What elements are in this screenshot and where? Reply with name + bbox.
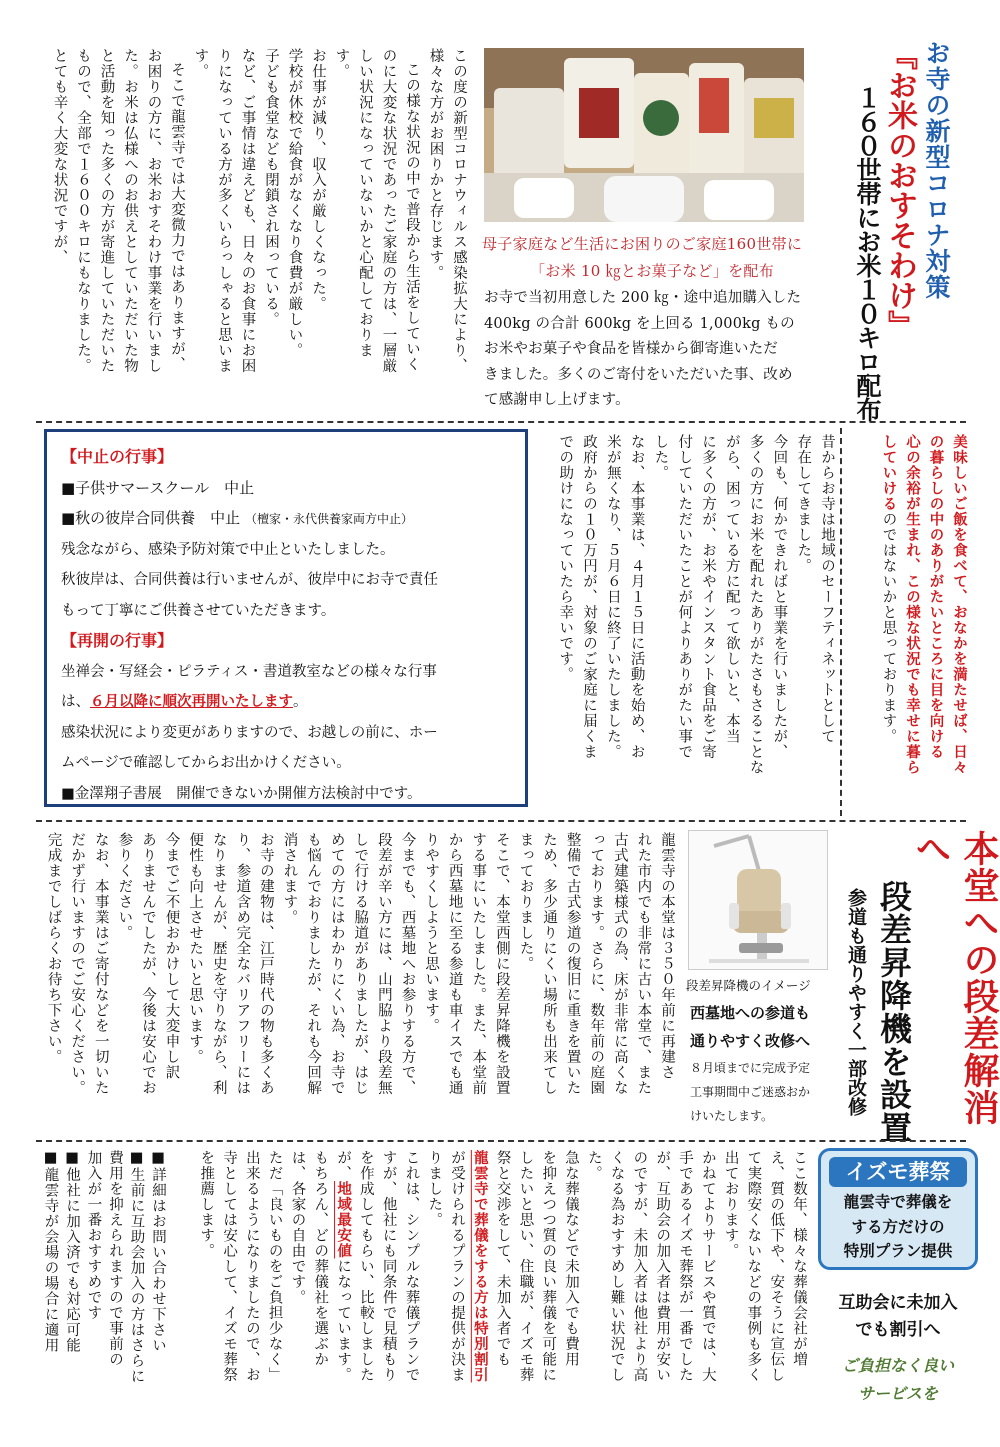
corona-title-line1: お寺の新型コロナ対策	[922, 40, 951, 300]
corona-caption-2: 「お米 10 ㎏とお菓子など」を配布	[530, 262, 775, 280]
izumo-body	[188, 1150, 810, 1428]
stairlift-chair-illustration	[689, 831, 827, 969]
izumo-note: ■龍雲寺が会場の場合に適用	[42, 1150, 59, 1353]
izumo-line	[331, 1150, 354, 1428]
intro-line: た。お米は仏様へのお供えとしていただいた物	[122, 48, 138, 374]
stairlift-line: りやすくしようと思います。	[423, 832, 440, 1034]
intro-line: お困りの方に、お米おすそわけ事業を行いまし	[145, 48, 162, 374]
izumo-line: た。	[585, 1150, 602, 1181]
stairlift-line: れた市内でも非常に古い本堂で、また	[635, 832, 652, 1096]
izumo-line: くなる為おすすめし難い状況でし	[608, 1150, 625, 1383]
stairlift-line: 段差が辛い方には、山門脇より段差無	[375, 832, 392, 1096]
quote-red-line: 美味しいご飯を食べて、おなかを満たせば、日々	[951, 434, 967, 775]
izumo-line: を推薦します。	[198, 1150, 215, 1259]
intro-line: そこで龍雲寺では大変微力ではありますが、	[169, 62, 185, 372]
izumo-badge-title: イズモ葬祭	[829, 1157, 967, 1187]
izumo-line: は、各家の自由です。	[289, 1150, 306, 1305]
middle-line: 付していただいたことが何よりありがたい事で	[676, 434, 693, 760]
izumo-line: 手であるイズモ葬祭が一番でした	[677, 1150, 694, 1383]
stairlift-line: 古式建築様式の為、床が非常に高くな	[611, 832, 628, 1096]
intro-line: とても辛く大変な状況ですが、	[51, 48, 68, 265]
middle-line: 存在してきました。	[795, 434, 812, 574]
corona-middle-paragraph	[548, 434, 838, 814]
intro-line: りになっている方が多くいらっしゃると思いま	[216, 48, 232, 374]
izumo-line: のですが、未加入者は他社より高	[631, 1150, 648, 1383]
izumo-badge-line3: 特別プラン提供	[843, 1242, 953, 1260]
intro-line: す。	[333, 48, 350, 79]
corona-title-line2: 『お米のおすそわけ』	[882, 40, 917, 340]
stairlift-line: 参りください。	[116, 832, 133, 941]
stairlift-body	[38, 832, 678, 1137]
stairlift-line: 今までも、西墓地へお参りする方で、	[399, 832, 416, 1096]
izumo-line: これは、シンプルな葬儀プランで	[403, 1150, 420, 1383]
quote-line	[876, 434, 900, 814]
izumo-slogan-line2: サービスを	[857, 1384, 938, 1403]
izumo-sub-line1: 互助会に未加入	[838, 1293, 958, 1313]
izumo-line: が受けられるプランの提供が決ま	[449, 1150, 466, 1383]
cancelled-item-summer-school: ■子供サマースクール 中止	[61, 478, 255, 497]
izumo-badge-line2: する方だけの	[851, 1218, 945, 1236]
intro-line: もので、全部で１６００キロにもなりました。	[75, 48, 91, 374]
izumo-slogan-line1: ご負担なく良い	[841, 1356, 954, 1375]
izumo-note: 加入が一番おすすめです	[85, 1150, 102, 1321]
intro-line: のに大変な状況であったご家庭の方は、一層厳	[380, 48, 397, 374]
intro-line: す。	[192, 48, 209, 79]
corona-body	[484, 286, 844, 414]
stairlift-line: ありませんでしたが、今後は安心でお	[139, 832, 156, 1096]
stairlift-line: まっておりました。	[517, 832, 534, 972]
stairlift-line: っております。さらに、数年前の庭園	[588, 832, 605, 1096]
stairlift-title	[906, 830, 1000, 1150]
corona-intro-paragraph	[40, 48, 470, 418]
stairlift-note	[690, 1056, 810, 1128]
stairlift-line: り、参道含め完全なバリアフリーには	[234, 832, 251, 1096]
stairlift-line: ため、多少通りにくい場所も出来てし	[541, 832, 558, 1096]
middle-line: に多くの方が、お米やインスタント食品をご寄	[700, 434, 717, 760]
izumo-line: を抑えつつ質の良い葬儀を可能に	[540, 1150, 557, 1383]
intro-line: 子ども食堂なども閉鎖され困っている。	[263, 48, 279, 327]
middle-line: 多くの方にお米を配れたありがたさもさることな	[747, 434, 764, 775]
intro-line: この様な状況の中で普段から生活をしていく	[404, 62, 420, 372]
resumed-heading: 【再開の行事】	[61, 631, 174, 650]
cancelled-item-higan	[61, 503, 511, 535]
quote-tail: のではないかと思っております。	[880, 511, 897, 744]
izumo-line: え、質の低下や、安そうに宣伝し	[768, 1150, 785, 1383]
izumo-line: 出来るようになりましたので、お	[243, 1150, 260, 1383]
corona-caption-1: 母子家庭など生活にお困りのご家庭160世帯に	[482, 235, 803, 253]
stairlift-line: 便性も向上させたいと思います。	[187, 832, 204, 1065]
resumed-text-4: ムページで確認してからお出かけください。	[61, 755, 351, 771]
resumed-text-2-pre: は、	[61, 694, 90, 710]
middle-line: 政府からの１０万円が、対象のご家庭に届くま	[581, 434, 598, 760]
izumo-line: 祭と交渉をして、未加入者でも	[494, 1150, 511, 1367]
middle-line: 昔からお寺は地域のセーフティネットとして	[819, 434, 835, 744]
izumo-line: りました。	[426, 1150, 443, 1228]
stairlift-line: なお、本事業はご寄付などを一切いた	[92, 832, 109, 1096]
cancelled-text-2: 秋彼岸は、合同供養は行いませんが、彼岸中にお寺で責任	[61, 572, 438, 588]
cancelled-item-higan-label: ■秋の彼岸合同供養 中止	[61, 509, 241, 527]
stairlift-title-line3: 参道も通りやすく一部改修	[845, 888, 867, 1116]
corona-body-line: 400kg の合計 600kg を上回る 1,000kg もの	[484, 315, 795, 332]
stairlift-line: しで行ける脇道がありましたが、はじ	[352, 832, 369, 1096]
stairlift-line: 龍雲寺の本堂は３５０年前に再建さ	[659, 832, 675, 1080]
divider-top	[36, 421, 966, 423]
stairlift-line: 完成までしばらくお待ち下さい。	[45, 832, 62, 1065]
intro-line: 様々な方がお困りかと存じます。	[427, 48, 444, 281]
izumo-line: 寺としては安心して、イズモ葬祭	[221, 1150, 238, 1383]
stairlift-line: する事にいたしました。また、本堂前	[470, 832, 487, 1096]
stairlift-note-line3: けいたします。	[690, 1109, 774, 1123]
izumo-badge	[818, 1148, 978, 1270]
izumo-red-line: 龍雲寺で葬儀をする方は特別割引	[471, 1150, 488, 1383]
stairlift-image	[688, 830, 828, 970]
divider-middle	[36, 820, 966, 822]
cancelled-heading: 【中止の行事】	[61, 447, 174, 466]
izumo-sub-line2: でも割引へ	[855, 1320, 941, 1340]
izumo-post: になっています。	[335, 1258, 352, 1383]
intro-line: しい状況になっていないかと心配しておりま	[357, 48, 373, 358]
stairlift-note-line2: 工事期間中ご迷惑おか	[690, 1085, 811, 1099]
middle-line: なお、本事業は、４月１５日に活動を始め、お	[628, 434, 645, 760]
quote-red-line: の暮らしの中のありがたいところに目を向ける	[927, 434, 944, 760]
stairlift-line: から西墓地に至る参道も車イスでも通	[446, 832, 463, 1096]
cancelled-text-3: もって丁寧にご供養させていただきます。	[61, 602, 336, 619]
stairlift-subheading-line1: 西墓地への参道も	[690, 1004, 811, 1022]
izumo-line: て実際安くないなどの事例も多く	[745, 1150, 762, 1383]
izumo-line: ただ「良いものをご負担少なく」	[266, 1150, 283, 1383]
stairlift-line: だかず行いますのでご安心ください。	[69, 832, 86, 1096]
izumo-line: が、互助会の加入者は費用が安い	[654, 1150, 671, 1383]
intro-line: お仕事が減り、収入が厳しくなった。	[310, 48, 326, 312]
corona-body-line: きました。多くのご寄付をいただいた事、改め	[484, 366, 793, 383]
izumo-line: したいと思い、住職が、イズモ葬	[517, 1150, 534, 1383]
izumo-line: 急な葬儀などで未加入でも費用	[563, 1150, 580, 1367]
cancelled-item-higan-note: （檀家・永代供養家両方中止）	[244, 512, 413, 526]
intro-line: この度の新型コロナウィルス感染拡大により、	[451, 48, 467, 374]
quote-red-line: 心の余裕が生まれ、この様な状況でも幸せに暮ら	[904, 434, 920, 775]
quote-red-line: していける	[880, 434, 897, 512]
stairlift-line: お寺の建物は、江戸時代の物も多くあ	[257, 832, 274, 1096]
izumo-line: を作成してもらい、比較しました	[357, 1150, 374, 1383]
corona-title	[918, 40, 954, 420]
stairlift-title-2	[876, 880, 912, 1150]
izumo-line: かねてよりサービスや質では、大	[699, 1150, 716, 1383]
stairlift-title-line1: 本堂への段差解消へ	[910, 830, 999, 1126]
stairlift-subheading	[690, 999, 810, 1055]
izumo-line: もちろん、どの葬儀社を選ぶか	[312, 1150, 329, 1367]
izumo-line: すが、他社にも同条件で見積もり	[380, 1150, 397, 1383]
resumed-item-exhibition: ■金澤翔子書展 開催できないか開催方法検討中です。	[61, 785, 422, 802]
corona-title-3	[852, 85, 882, 425]
corona-quote	[855, 434, 970, 814]
resumed-text-2	[61, 687, 511, 718]
izumo-pre: が、	[335, 1150, 352, 1181]
resumed-text-1: 坐禅会・写経会・ピラティス・書道教室などの様々な行事	[61, 663, 437, 680]
corona-body-line: お米やお菓子や食品を皆様から御寄進いただ	[484, 341, 778, 357]
intro-line: など、ご事情は違えども、日々のお食事にお困	[239, 48, 256, 374]
middle-line: がら、困っている方に配って欲しいと、本当	[723, 434, 740, 744]
stairlift-title-3	[843, 888, 869, 1148]
izumo-note: 費用を抑えられますので事前の	[107, 1150, 123, 1367]
izumo-slogan	[818, 1352, 978, 1408]
middle-line: での助けになっていたら幸いです。	[557, 434, 574, 682]
izumo-note: ■生前に互助会加入の方はさらに	[128, 1150, 145, 1384]
rice-donation-photo	[484, 48, 804, 222]
resumed-date-highlight: ６月以降に順次再開いたします	[90, 694, 293, 710]
corona-title-line3: １６０世帯にお米１０キロ配布	[853, 85, 882, 421]
stairlift-line: 消されます。	[281, 832, 298, 925]
izumo-note: ■他社に加入済でも対応可能	[64, 1150, 80, 1353]
resumed-text-3: 感染状況により変更がありますので、お越しの前に、ホー	[61, 724, 438, 741]
izumo-cheapest: 地域最安値	[335, 1181, 352, 1259]
intro-line: と活動を知った多くの方が寄進していただいた	[98, 48, 115, 374]
izumo-note: ■詳細はお問い合わせ下さい	[150, 1150, 166, 1353]
stairlift-line: そこで、本堂西側に段差昇降機を設置	[493, 832, 510, 1096]
stairlift-line: なりませんが、歴史を守りながら、利	[210, 832, 227, 1096]
stairlift-line: も悩んでおりましたが、それも今回解	[305, 832, 322, 1096]
intro-line: 学校が休校で給食がなくなり食費が厳しい。	[286, 48, 303, 358]
events-box	[44, 429, 528, 807]
stairlift-line: 整備で古式参道の復旧に重きを置いた	[564, 832, 581, 1096]
stairlift-line: 今までご不便おかけして大変申し訳	[163, 832, 180, 1080]
stairlift-note-line1: ８月頃までに完成予定	[690, 1061, 811, 1075]
resumed-text-2-post: 。	[293, 694, 308, 710]
corona-body-line: て感謝申し上げます。	[484, 392, 630, 408]
stairlift-title-line2: 段差昇降機を設置	[875, 880, 913, 1144]
stairlift-subheading-line2: 通りやすく改修へ	[690, 1032, 811, 1050]
corona-body-line: お寺で当初用意した 200 ㎏・途中追加購入した	[484, 290, 802, 306]
middle-line: した。	[652, 434, 669, 481]
middle-line: 今回も、何かできればと事業を行いましたが、	[771, 434, 788, 760]
corona-title-2	[880, 40, 918, 420]
izumo-sub	[818, 1290, 978, 1344]
divider-middle-vertical	[840, 428, 842, 816]
izumo-line: ここ数年、様々な葬儀会社が増	[791, 1150, 807, 1367]
rice-bags-illustration	[484, 48, 804, 222]
stairlift-line: めての方にはわかりにくい為、お寺で	[328, 832, 345, 1096]
izumo-badge-line1: 龍雲寺で葬儀を	[843, 1193, 953, 1211]
izumo-line: 出ております。	[722, 1150, 739, 1259]
middle-line: 米が無くなり、５月６日に終了いたしました。	[604, 434, 621, 760]
izumo-notes	[28, 1150, 168, 1430]
stairlift-image-caption: 段差昇降機のイメージ	[686, 978, 811, 993]
divider-bottom	[36, 1140, 966, 1142]
cancelled-text-1: 残念ながら、感染予防対策で中止といたしました。	[61, 541, 395, 558]
